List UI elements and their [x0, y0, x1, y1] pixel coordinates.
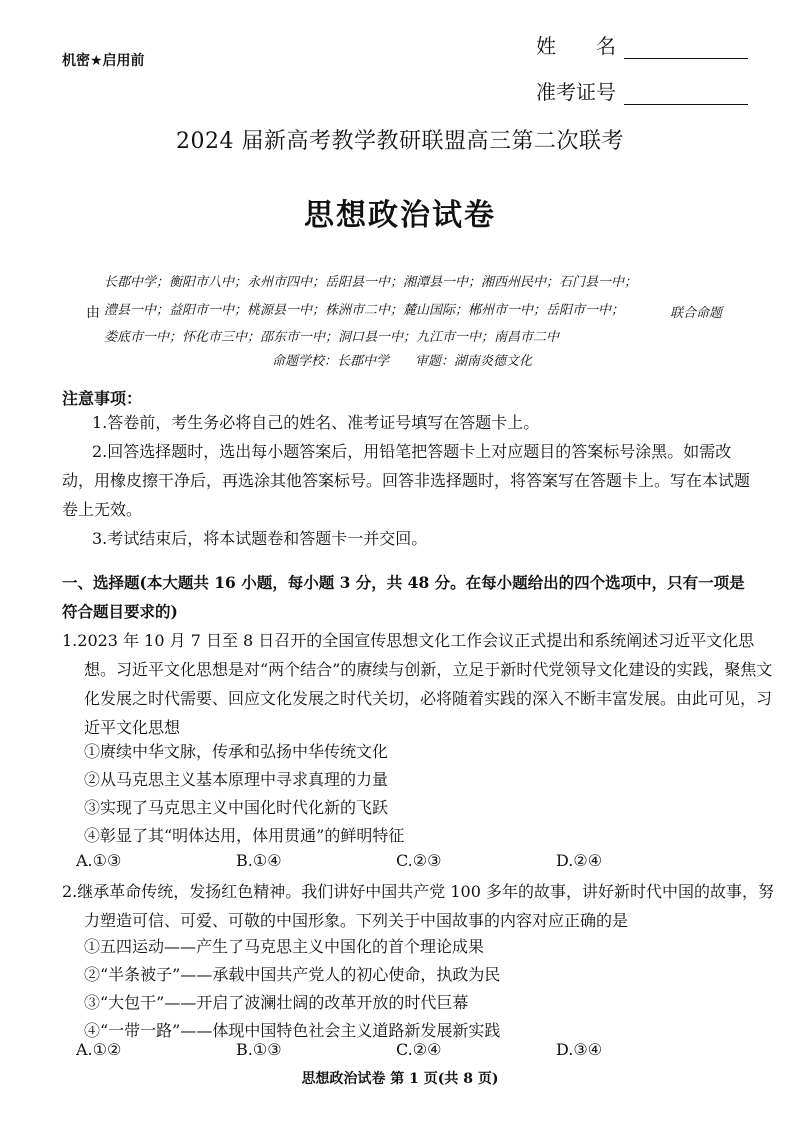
section-heading: 一、选择题(本大题共 16 小题，每小题 3 分，共 48 分。在每小题给出的四个选项中，只有一项是符合题目要求的): [62, 573, 745, 621]
question-1-choice-a[interactable]: A.①③: [76, 851, 122, 870]
confidential-label: 机密★启用前: [62, 53, 145, 69]
name-field: [536, 30, 748, 59]
question-2-choices: [76, 1040, 716, 1059]
page-footer: 思想政治试卷 第 1 页(共 8 页): [301, 1071, 499, 1087]
question-2-choice-d[interactable]: D.③④: [556, 1040, 603, 1059]
question-2-option-1: ①五四运动——产生了马克思主义中国化的首个理论成果: [84, 937, 485, 956]
question-2-stem: 2.继承革命传统，发扬红色精神。我们讲好中国共产党 100 多年的故事，讲好新时代中国的故事，努力塑造可信、可爱、可敬的中国形象。下列关于中国故事的内容对应正确的是: [62, 882, 774, 930]
note-item-2: 2.回答选择题时，选出每小题答案后，用铅笔把答题卡上对应题目的答案标号涂黑。如需改动，用橡皮擦干净后，再选涂其他答案标号。回答非选择题时，将答案写在答题卡上。写在本试题卷上无效。: [62, 442, 751, 519]
question-1-option-3: ③实现了马克思主义中国化时代化新的飞跃: [84, 798, 389, 817]
question-2-choice-c[interactable]: C.②④: [396, 1040, 442, 1059]
exam-id-label: 准考证号: [536, 80, 616, 104]
note-item-3: 3.考试结束后，将本试题卷和答题卡一并交回。: [92, 529, 428, 548]
question-2-option-3: ③“大包干”——开启了波澜壮阔的改革开放的时代巨幕: [84, 993, 469, 1012]
organizers-line-4: 命题学校：长郡中学 审题：湖南炎德文化: [272, 354, 533, 369]
question-2-option-2: ②“半条被子”——承载中国共产党人的初心使命，执政为民: [84, 965, 501, 984]
organizers-line-1: 长郡中学；衡阳市八中；永州市四中；岳阳县一中；湘潭县一中；湘西州民中；石门县一中；: [104, 275, 638, 290]
name-label: 姓 名: [536, 34, 616, 58]
question-1-choice-b[interactable]: B.①④: [236, 851, 282, 870]
question-1-choices: [76, 851, 716, 870]
note-item-1: 1.答卷前，考生务必将自己的姓名、准考证号填写在答题卡上。: [92, 413, 540, 432]
exam-id-field: [536, 76, 748, 105]
exam-id-blank[interactable]: [624, 84, 748, 105]
joint-proposition-label: 联合命题: [670, 306, 723, 321]
organizers-line-2: 澧县一中；益阳市一中；桃源县一中；株洲市二中；麓山国际；郴州市一中；岳阳市一中；: [104, 303, 625, 318]
organizers-prefix: 由: [86, 305, 100, 321]
question-1-stem: 1.2023 年 10 月 7 日至 8 日召开的全国宣传思想文化工作会议正式提出和系统阐述习近平文化思想。习近平文化思想是对“两个结合”的赓续与创新，立足于新时代党领导文化建设的实践，聚焦文化发展之时代需要、回应文化发展之时代关切，必将随着实践的深入不断丰富发展。由此可见，习近平文化思想: [62, 631, 773, 737]
question-2-option-4: ④“一带一路”——体现中国特色社会主义道路新发展新实践: [84, 1021, 501, 1040]
exam-title: 2024 届新高考教学教研联盟高三第二次联考: [176, 129, 624, 154]
subject-title: 思想政治试卷: [304, 198, 496, 233]
notes-heading: 注意事项：: [62, 389, 143, 408]
question-1-option-4: ④彰显了其“明体达用，体用贯通”的鲜明特征: [84, 826, 405, 845]
organizers-line-3: 娄底市一中；怀化市三中；邵东市一中；洞口县一中；九江市一中；南昌市二中: [104, 330, 560, 345]
question-1-choice-c[interactable]: C.②③: [396, 851, 442, 870]
name-blank[interactable]: [624, 38, 748, 59]
question-2-choice-a[interactable]: A.①②: [76, 1040, 122, 1059]
question-2-choice-b[interactable]: B.①③: [236, 1040, 282, 1059]
question-1-option-1: ①赓续中华文脉，传承和弘扬中华传统文化: [84, 742, 389, 761]
question-1-option-2: ②从马克思主义基本原理中寻求真理的力量: [84, 770, 389, 789]
question-1-choice-d[interactable]: D.②④: [556, 851, 603, 870]
